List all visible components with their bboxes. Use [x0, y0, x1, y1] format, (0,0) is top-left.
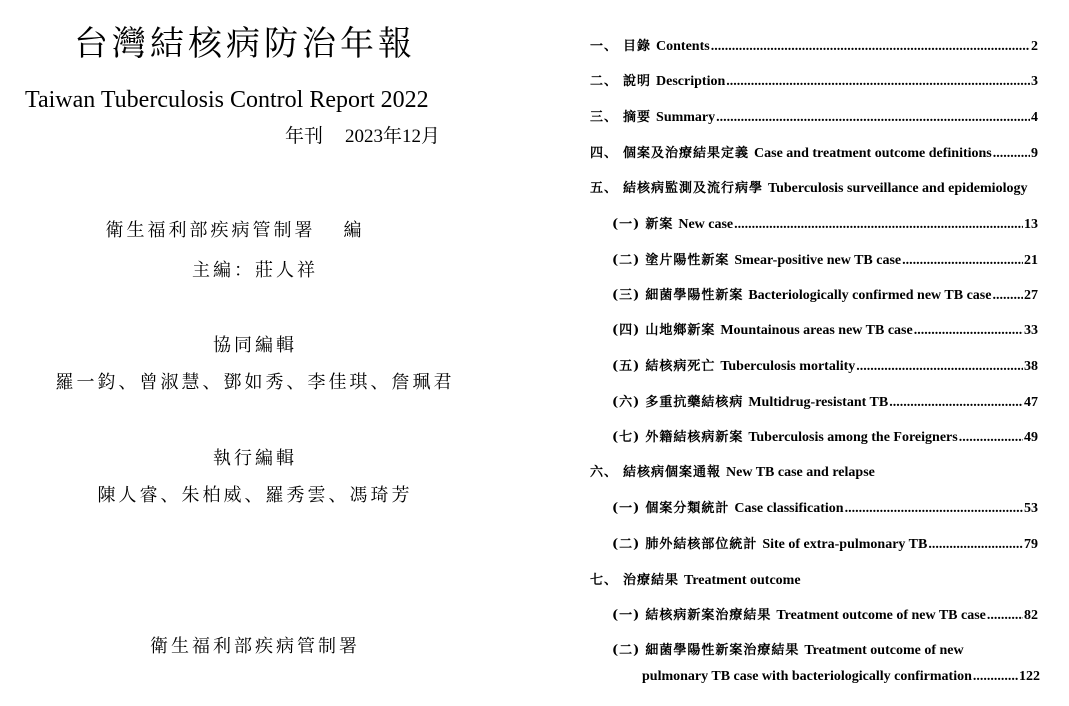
toc-zh: 結核病死亡 [645, 359, 716, 374]
toc-section-heading[interactable] [590, 572, 1038, 590]
toc-page: 122 [1019, 669, 1040, 684]
toc-item[interactable] [612, 500, 1038, 518]
toc-num: 七、 [590, 573, 619, 588]
toc-zh: 新案 [645, 217, 674, 232]
toc-zh: 多重抗藥結核病 [645, 395, 744, 410]
publisher-suffix: 編 [343, 220, 365, 241]
toc-en: Smear-positive new TB case [734, 253, 902, 268]
toc-en: Summary [656, 110, 716, 125]
toc-page: 21 [1024, 253, 1038, 268]
toc-page: 47 [1024, 395, 1038, 410]
toc-num: (六) [612, 395, 641, 410]
toc-en: Contents [656, 39, 710, 54]
toc-en: Treatment outcome of new TB case [776, 608, 986, 623]
toc-zh: 目錄 [623, 39, 652, 54]
toc-page: 3 [1031, 74, 1038, 89]
toc-zh: 說明 [623, 74, 652, 89]
toc-page: 13 [1024, 217, 1038, 232]
toc-zh: 細菌學陽性新案 [645, 288, 744, 303]
toc-item[interactable] [612, 642, 1038, 660]
report-title-zh: 台灣結核病防治年報 [74, 24, 416, 64]
toc-en: Case classification [734, 501, 844, 516]
toc-en: Bacteriologically confirmed new TB case [748, 288, 992, 303]
toc-zh: 個案及治療結果定義 [623, 146, 750, 161]
toc-item[interactable] [612, 216, 1038, 234]
toc-page: 49 [1024, 430, 1038, 445]
co-editors: 羅一鈞、曾淑慧、鄧如秀、李佳琪、詹珮君 [55, 372, 455, 393]
publisher-line [0, 218, 490, 244]
exec-editors-heading: 執行編輯 [213, 448, 297, 469]
toc-page: 79 [1024, 537, 1038, 552]
toc-zh: 治療結果 [623, 573, 680, 588]
toc-en: New TB case and relapse [726, 465, 875, 480]
toc-num: (五) [612, 359, 641, 374]
toc-page: 27 [1024, 288, 1038, 303]
leader-dots [711, 38, 1030, 56]
leader-dots [856, 358, 1023, 376]
toc-en: Mountainous areas new TB case [720, 323, 913, 338]
toc-item[interactable] [590, 145, 1038, 163]
issue-label: 年刊 [285, 126, 324, 147]
toc-page: 2 [1031, 39, 1038, 54]
toc-section-heading[interactable] [590, 464, 1038, 482]
toc-num: (三) [612, 288, 641, 303]
toc-en: Treatment outcome of new [804, 643, 964, 658]
leader-dots [845, 500, 1023, 518]
toc-num: 二、 [590, 74, 619, 89]
leader-dots [889, 394, 1023, 412]
leader-dots [993, 145, 1030, 163]
toc-en: Case and treatment outcome definitions [754, 146, 992, 161]
toc-num: 一、 [590, 39, 619, 54]
leader-dots [716, 109, 1030, 127]
toc-en: Tuberculosis among the Foreigners [748, 430, 958, 445]
issue-date: 2023年12月 [345, 126, 441, 147]
toc-item[interactable] [612, 358, 1038, 376]
toc-page: 9 [1031, 146, 1038, 161]
leader-dots [902, 252, 1023, 270]
leader-dots [928, 536, 1023, 554]
toc-zh: 山地鄉新案 [645, 323, 716, 338]
toc-en: Tuberculosis mortality [720, 359, 856, 374]
table-of-contents [585, 0, 1069, 706]
co-editors-heading: 協同編輯 [213, 335, 297, 356]
toc-item[interactable] [612, 536, 1038, 554]
leader-dots [959, 429, 1023, 447]
leader-dots [987, 607, 1023, 625]
toc-item[interactable] [612, 252, 1038, 270]
toc-page: 33 [1024, 323, 1038, 338]
toc-page: 4 [1031, 110, 1038, 125]
toc-page: 38 [1024, 359, 1038, 374]
toc-num: (二) [612, 643, 641, 658]
toc-num: (七) [612, 430, 641, 445]
toc-num: (四) [612, 323, 641, 338]
toc-section-heading[interactable] [590, 180, 1060, 198]
toc-en: Site of extra-pulmonary TB [762, 537, 928, 552]
toc-num: (一) [612, 501, 641, 516]
publisher: 衛生福利部疾病管制署 [105, 220, 316, 241]
toc-item-continuation[interactable] [642, 668, 1040, 686]
toc-zh: 外籍結核病新案 [645, 430, 744, 445]
issue-info [285, 124, 440, 150]
leader-dots [914, 322, 1023, 340]
toc-num: 三、 [590, 110, 619, 125]
toc-item[interactable] [612, 322, 1038, 340]
leader-dots [992, 287, 1023, 305]
toc-en: Treatment outcome [684, 573, 801, 588]
leader-dots [973, 668, 1018, 686]
chief-editor: 主編：莊人祥 [192, 260, 318, 281]
toc-num: 四、 [590, 146, 619, 161]
toc-en: Description [656, 74, 726, 89]
toc-item[interactable] [590, 73, 1038, 91]
report-title-en: Taiwan Tuberculosis Control Report 2022 [25, 87, 429, 113]
toc-item[interactable] [612, 429, 1038, 447]
toc-zh: 結核病新案治療結果 [645, 608, 772, 623]
exec-editors: 陳人睿、朱柏威、羅秀雲、馮琦芳 [97, 485, 413, 506]
toc-item[interactable] [590, 109, 1038, 127]
toc-zh: 肺外結核部位統計 [645, 537, 758, 552]
footer-publisher: 衛生福利部疾病管制署 [150, 636, 360, 657]
toc-item[interactable] [612, 394, 1038, 412]
toc-page: 53 [1024, 501, 1038, 516]
toc-item[interactable] [590, 38, 1038, 56]
toc-zh: 個案分類統計 [645, 501, 730, 516]
toc-en: pulmonary TB case with bacteriologically confirmation [642, 669, 972, 684]
toc-item[interactable] [612, 287, 1038, 305]
toc-num: (一) [612, 217, 641, 232]
toc-num: 六、 [590, 465, 619, 480]
toc-num: 五、 [590, 181, 619, 196]
toc-num: (一) [612, 608, 641, 623]
toc-en: Tuberculosis surveillance and epidemiology [768, 181, 1028, 196]
toc-num: (二) [612, 537, 641, 552]
toc-zh: 細菌學陽性新案治療結果 [645, 643, 800, 658]
toc-item[interactable] [612, 607, 1038, 625]
leader-dots [726, 73, 1030, 91]
toc-zh: 摘要 [623, 110, 652, 125]
toc-zh: 結核病個案通報 [623, 465, 722, 480]
toc-zh: 結核病監測及流行病學 [623, 181, 764, 196]
toc-en: Multidrug-resistant TB [748, 395, 889, 410]
toc-page: 82 [1024, 608, 1038, 623]
toc-num: (二) [612, 253, 641, 268]
leader-dots [734, 216, 1023, 234]
toc-zh: 塗片陽性新案 [645, 253, 730, 268]
toc-en: New case [678, 217, 734, 232]
